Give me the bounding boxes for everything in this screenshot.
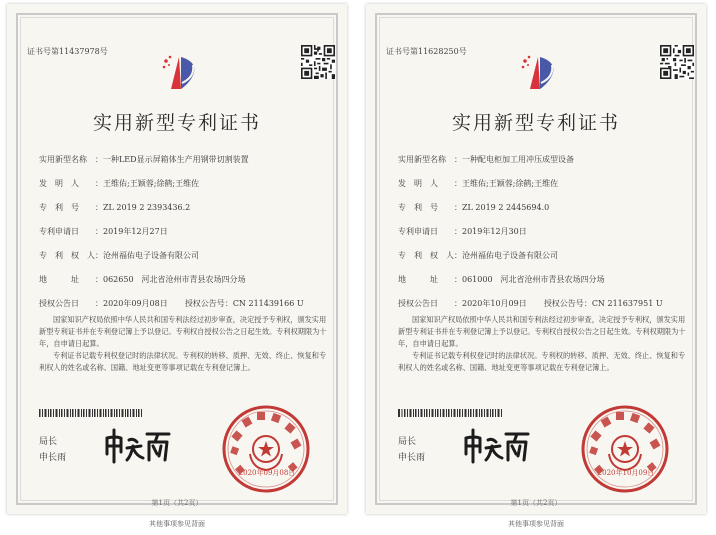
field-label: 专 利 号 [398, 203, 438, 212]
director-name: 申长雨 [39, 453, 67, 463]
certificate-number: 证书号第11437978号 [27, 47, 108, 56]
field-label: 专 利 号 [39, 203, 79, 212]
seal-date: 2020年10月09日 [597, 469, 655, 477]
field-value: 沧州福佑电子设备有限公司 [103, 251, 199, 260]
field-label: 地 址 [398, 275, 438, 284]
field-value: ZL 2019 2 2393436.2 [103, 203, 191, 212]
signature-icon [462, 426, 532, 466]
field-label: 实用新型名称 [39, 155, 87, 164]
field-label: 授权公告号 [543, 299, 584, 308]
certificate-paragraph-1: 国家知识产权局依照中华人民共和国专利法经过初步审查，决定授予专利权，颁发实用新型专利证书并在专利登记簿上予以登记。专利权自授权公告之日起生效。专利权期限为十年，自申请日起算。 [398, 315, 686, 348]
field-patent-number: 专 利 号 ：ZL 2019 2 2393436.2 [39, 203, 191, 212]
field-grant-date-and-number: 授权公告日 ：2020年10月09日 授权公告号：CN 211637951 U [398, 299, 663, 308]
field-label: 专 利 权 人 [39, 251, 95, 260]
patent-certificate-2 [366, 4, 706, 514]
field-value: CN 211637951 U [591, 299, 663, 308]
field-filing-date: 专利申请日 ：2019年12月30日 [398, 227, 527, 236]
barcode-icon [39, 409, 144, 417]
qr-code-icon [660, 45, 694, 79]
field-label: 授权公告日 [398, 299, 438, 308]
field-label: 实用新型名称 [398, 155, 446, 164]
field-value: 2020年10月09日 [462, 299, 527, 308]
patent-office-emblem-icon [157, 49, 203, 93]
field-value: 061000 河北省沧州市青县农场四分场 [462, 275, 605, 284]
field-inventor: 发 明 人 ：王维佑;王颖蓉;徐鹤;王维佐 [398, 179, 559, 188]
field-value: ZL 2019 2 2445694.0 [462, 203, 550, 212]
certificate-title: 实用新型专利证书 [451, 112, 620, 134]
field-value: 王维佑;王颖蓉;徐鹤;王维佐 [462, 179, 559, 188]
field-patent-number: 专 利 号 ：ZL 2019 2 2445694.0 [398, 203, 550, 212]
field-filing-date: 专利申请日 ：2019年12月27日 [39, 227, 168, 236]
qr-code-icon [301, 45, 335, 79]
field-label: 专利申请日 [39, 227, 79, 236]
official-seal-icon [219, 402, 313, 496]
official-seal-icon [578, 402, 672, 496]
field-label: 专利申请日 [398, 227, 438, 236]
seal-date: 2020年09月08日 [238, 469, 296, 477]
field-value: 王维佑;王颖蓉;徐鹤;王维佐 [103, 179, 200, 188]
certificate-paragraph-2: 专利证书记载专利权登记时的法律状况。专利权的转移、质押、无效、终止、恢复和专利权人的姓名或名称、国籍、地址变更等事项记载在专利登记簿上。 [39, 351, 327, 372]
footer-note: 其他事项参见背面 [149, 520, 205, 528]
field-value: CN 211439166 U [232, 299, 304, 308]
field-utility-model-name: 实用新型名称 ：一种配电柜加工用冲压成型设备 [398, 155, 574, 164]
field-patentee: 专 利 权 人：沧州福佑电子设备有限公司 [39, 251, 199, 260]
certificate-paragraph-2: 专利证书记载专利权登记时的法律状况。专利权的转移、质押、无效、终止、恢复和专利权人的姓名或名称、国籍、地址变更等事项记载在专利登记簿上。 [398, 351, 686, 372]
director-name: 申长雨 [398, 453, 426, 463]
field-patentee: 专 利 权 人：沧州福佑电子设备有限公司 [398, 251, 558, 260]
field-label: 发 明 人 [398, 179, 438, 188]
field-value: 一种配电柜加工用冲压成型设备 [462, 155, 574, 164]
certificate-number: 证书号第11628250号 [386, 47, 467, 56]
field-inventor: 发 明 人 ：王维佑;王颖蓉;徐鹤;王维佐 [39, 179, 200, 188]
field-label: 专 利 权 人 [398, 251, 454, 260]
field-label: 授权公告号 [184, 299, 225, 308]
field-value: 沧州福佑电子设备有限公司 [462, 251, 558, 260]
field-value: 062650 河北省沧州市青县农场四分场 [103, 275, 246, 284]
field-value: 一种LED显示屏箱体生产用钢带切割装置 [103, 155, 249, 164]
page-number: 第1页（共2页） [510, 499, 562, 507]
field-value: 2020年09月08日 [103, 299, 168, 308]
field-label: 地 址 [39, 275, 79, 284]
field-label: 授权公告日 [39, 299, 79, 308]
field-address: 地 址 ：062650 河北省沧州市青县农场四分场 [39, 275, 246, 284]
field-grant-date-and-number: 授权公告日 ：2020年09月08日 授权公告号：CN 211439166 U [39, 299, 304, 308]
patent-office-emblem-icon [516, 49, 562, 93]
field-label: 发 明 人 [39, 179, 79, 188]
barcode-icon [398, 409, 503, 417]
field-address: 地 址 ：061000 河北省沧州市青县农场四分场 [398, 275, 605, 284]
field-value: 2019年12月27日 [103, 227, 168, 236]
field-utility-model-name: 实用新型名称 ：一种LED显示屏箱体生产用钢带切割装置 [39, 155, 249, 164]
patent-certificate-1 [7, 4, 347, 514]
page-number: 第1页（共2页） [151, 499, 203, 507]
signature-icon [103, 426, 173, 466]
field-value: 2019年12月30日 [462, 227, 527, 236]
director-title: 局长 [398, 437, 417, 447]
footer-note: 其他事项参见背面 [508, 520, 564, 528]
director-title: 局长 [39, 437, 58, 447]
certificate-title: 实用新型专利证书 [92, 112, 261, 134]
certificate-paragraph-1: 国家知识产权局依照中华人民共和国专利法经过初步审查，决定授予专利权，颁发实用新型专利证书并在专利登记簿上予以登记。专利权自授权公告之日起生效。专利权期限为十年，自申请日起算。 [39, 315, 327, 348]
